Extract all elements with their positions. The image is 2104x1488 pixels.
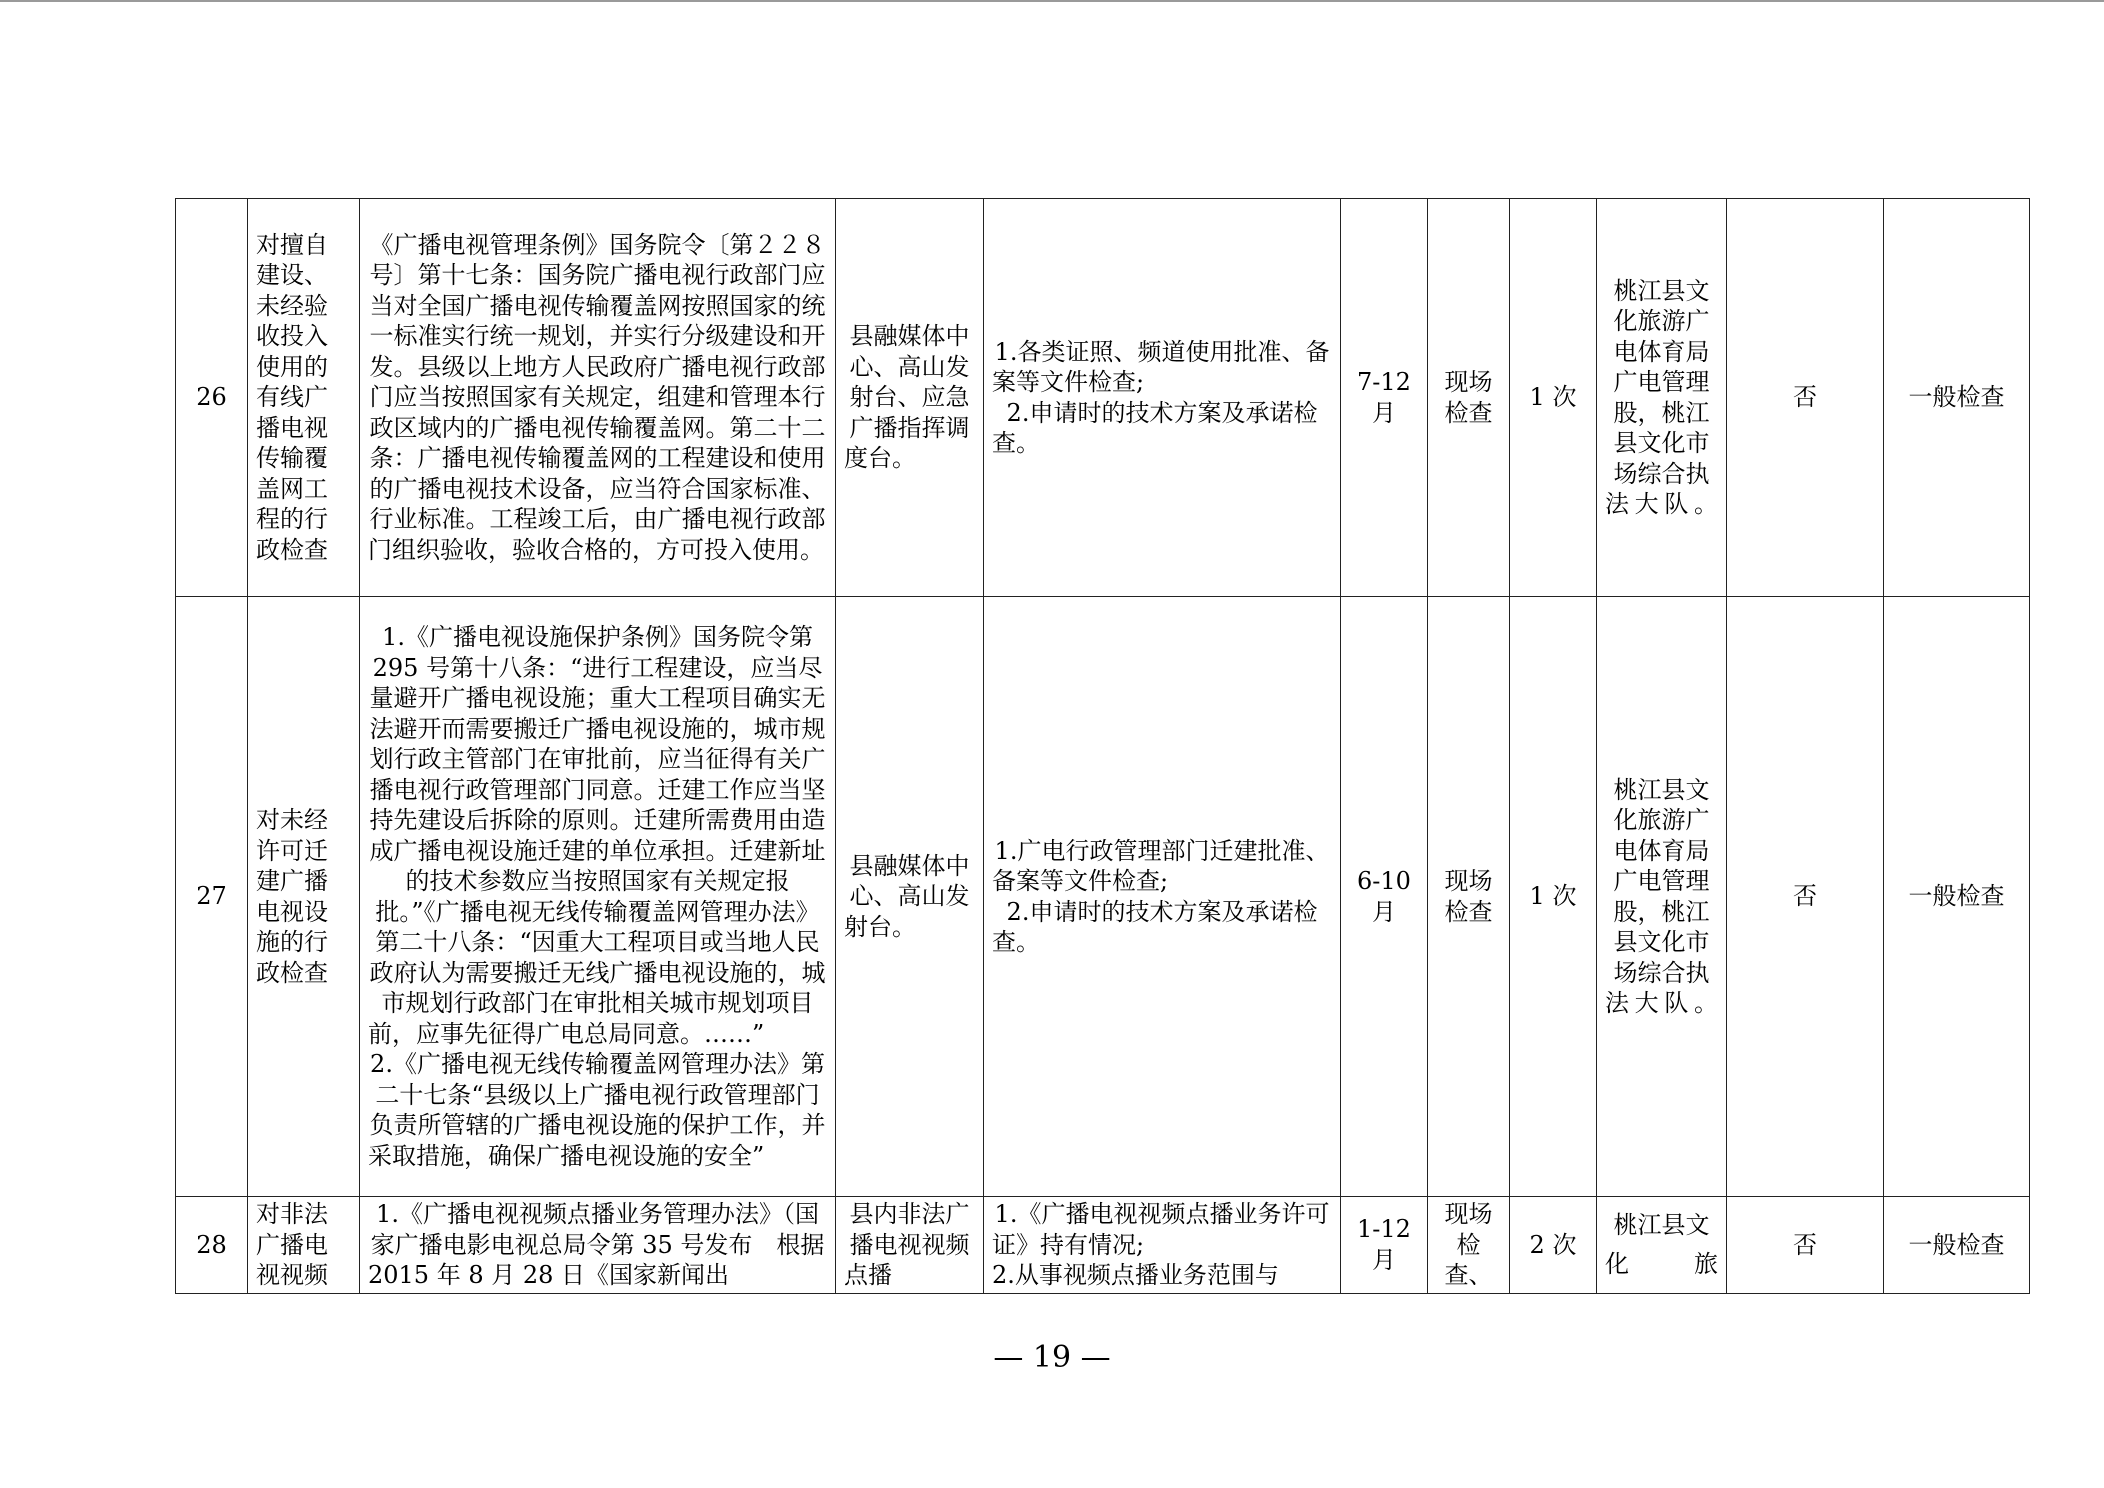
inspection-frequency: 2 次 [1510, 1197, 1597, 1294]
table-row [176, 199, 2030, 597]
inspection-time: 6-10 月 [1341, 597, 1428, 1197]
inspection-item: 对未经 许可迁 建广播 电视设 施的行 政检查 [248, 597, 360, 1197]
inspection-type: 一般检查 [1884, 597, 2030, 1197]
inspection-content: 1.《广播电视视频点播业务许可证》持有情况; 2.从事视频点播业务范围与 [984, 1197, 1341, 1294]
inspection-organization: 桃江县文化旅游广电体育局广电管理股，桃江县文化市场综合执法大队。 [1597, 199, 1727, 597]
inspection-object: 县融媒体中心、高山发射台。 [836, 597, 984, 1197]
legal-basis: 1.《广播电视视频点播业务管理办法》（国家广播电影电视总局令第 35 号发布 根据 2015 年 8 月 28 日《国家新闻出 [360, 1197, 836, 1294]
joint-inspection: 否 [1727, 597, 1884, 1197]
inspection-table [175, 198, 2030, 1294]
inspection-method: 现场 检查、 [1428, 1197, 1510, 1294]
inspection-time: 1-12 月 [1341, 1197, 1428, 1294]
page-number: — 19 — [993, 1340, 1111, 1375]
inspection-type: 一般检查 [1884, 199, 2030, 597]
inspection-object: 县融媒体中心、高山发射台、应急广播指挥调度台。 [836, 199, 984, 597]
inspection-item: 对擅自 建设、 未经验 收投入 使用的 有线广 播电视 传输覆 盖网工 程的行 政检查 [248, 199, 360, 597]
table-row [176, 597, 2030, 1197]
joint-inspection: 否 [1727, 1197, 1884, 1294]
inspection-organization: 桃江县文化旅游广电体育局广电管理股，桃江县文化市场综合执法大队。 [1597, 597, 1727, 1197]
legal-basis: 1.《广播电视设施保护条例》国务院令第 295 号第十八条：“进行工程建设，应当尽量避开广播电视设施；重大工程项目确实无法避开而需要搬迁广播电视设施的，城市规划行政主管部门在审批前，应当征得有关广播电视行政管理部门同意。迁建工作应当坚持先建设后拆除的原则。迁建所需费用由造成广播电视设施迁建的单位承担。迁建新址的技术参数应当按照国家有关规定报批。”《广播电视无线传输覆盖网管理办法》第二十八条：“因重大工程项目或当地人民政府认为需要搬迁无线广播电视设施的，城市规划行政部门在审批相关城市规划项目前，应事先征得广电总局同意。……” 2.《广播电视无线传输覆盖网管理办法》第二十七条“县级以上广播电视行政管理部门负责所管辖的广播电视设施的保护工作，并采取措施，确保广播电视设施的安全” [360, 597, 836, 1197]
joint-inspection: 否 [1727, 199, 1884, 597]
inspection-item: 对非法 广播电 视视频 [248, 1197, 360, 1294]
row-number: 28 [176, 1197, 248, 1294]
inspection-content: 1.广电行政管理部门迁建批准、备案等文件检查; 2.申请时的技术方案及承诺检查。 [984, 597, 1341, 1197]
inspection-content: 1.各类证照、频道使用批准、备案等文件检查; 2.申请时的技术方案及承诺检查。 [984, 199, 1341, 597]
table-row [176, 1197, 2030, 1294]
inspection-method: 现场 检查 [1428, 597, 1510, 1197]
inspection-organization: 桃江县文化旅 [1597, 1197, 1727, 1294]
inspection-frequency: 1 次 [1510, 597, 1597, 1197]
row-number: 26 [176, 199, 248, 597]
legal-basis: 《广播电视管理条例》国务院令〔第２２８号〕第十七条：国务院广播电视行政部门应当对全国广播电视传输覆盖网按照国家的统一标准实行统一规划，并实行分级建设和开发。县级以上地方人民政府广播电视行政部门应当按照国家有关规定，组建和管理本行政区域内的广播电视传输覆盖网。第二十二条：广播电视传输覆盖网的工程建设和使用的广播电视技术设备，应当符合国家标准、行业标准。工程竣工后，由广播电视行政部门组织验收，验收合格的，方可投入使用。 [360, 199, 836, 597]
top-border-line [0, 0, 2104, 2]
inspection-object: 县内非法广播电视视频点播 [836, 1197, 984, 1294]
inspection-time: 7-12 月 [1341, 199, 1428, 597]
inspection-method: 现场 检查 [1428, 199, 1510, 597]
inspection-frequency: 1 次 [1510, 199, 1597, 597]
row-number: 27 [176, 597, 248, 1197]
inspection-type: 一般检查 [1884, 1197, 2030, 1294]
